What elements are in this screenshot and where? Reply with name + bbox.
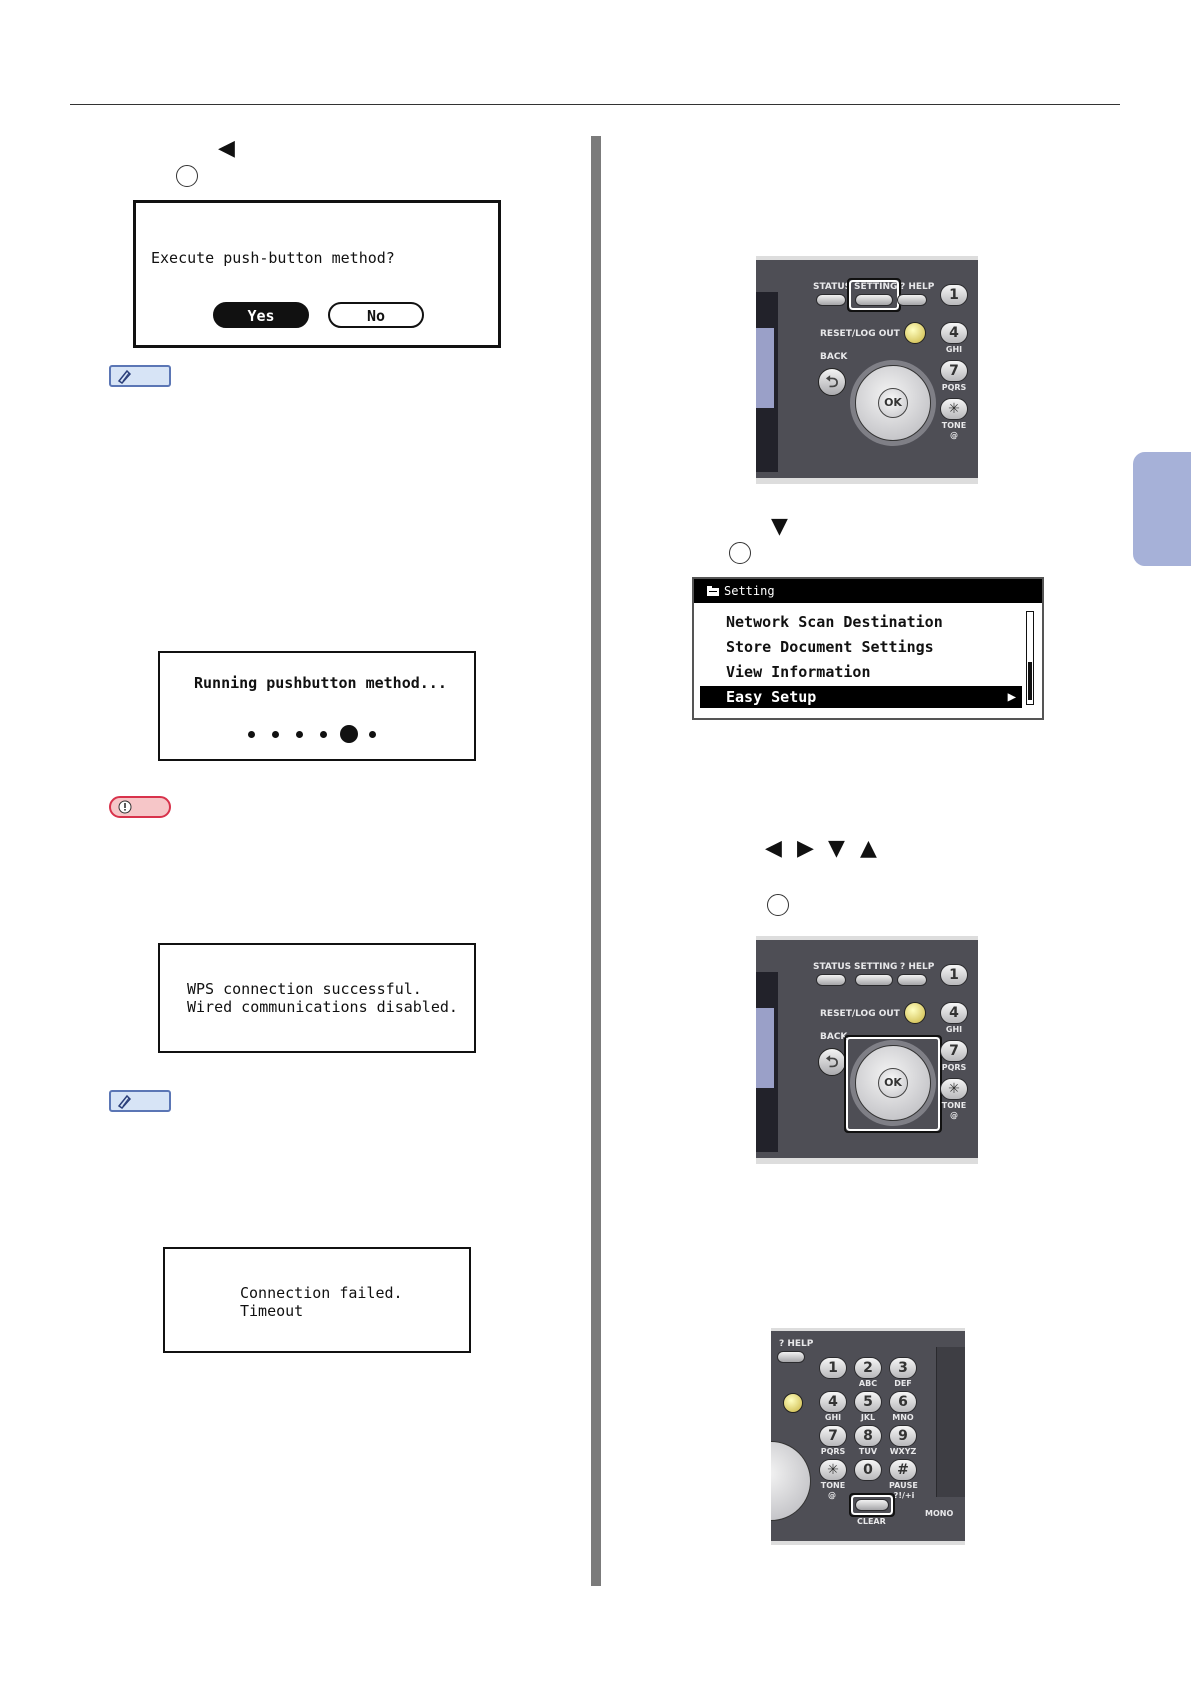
note-icon [109, 796, 171, 818]
control-panel-setting [756, 256, 978, 484]
menu-item-selected[interactable]: Easy Setup ▶ [700, 686, 1022, 708]
memo-icon [109, 365, 171, 387]
wps-confirm-message: Execute push-button method? [151, 249, 395, 267]
pause-sub-label: ?!/+i [893, 1491, 915, 1500]
mono-label: MONO [925, 1509, 954, 1518]
key-7[interactable]: 7 [940, 360, 968, 382]
key-star-sub: TONE [941, 421, 967, 430]
lcd-screen [756, 1008, 774, 1088]
reset-button[interactable] [904, 1002, 926, 1024]
setting-menu-screen [692, 577, 1044, 720]
ok-button-icon [767, 894, 789, 916]
menu-item[interactable]: View Information [726, 663, 871, 681]
failed-line2: Timeout [240, 1302, 304, 1320]
key-2-sub: ABC [858, 1379, 878, 1388]
control-panel-dpad [756, 936, 978, 1164]
key-star-sub2: @ [950, 431, 958, 440]
key-3-sub: DEF [894, 1379, 912, 1388]
key-9-sub: WXYZ [889, 1447, 917, 1456]
key-2[interactable]: 2 [854, 1357, 882, 1379]
arrow-left-icon: ◀ [765, 836, 782, 861]
menu-item[interactable]: Network Scan Destination [726, 613, 943, 631]
key-4-sub: GHI [945, 1025, 963, 1034]
key-10-sub: TONE [820, 1481, 846, 1490]
help-label: ? HELP [900, 962, 935, 972]
arrow-left-icon: ◀ [218, 136, 235, 161]
menu-item[interactable]: Store Document Settings [726, 638, 934, 656]
key-7-sub: PQRS [941, 1063, 967, 1072]
status-button[interactable] [816, 974, 846, 986]
help-button[interactable] [777, 1351, 805, 1363]
key-8[interactable]: 8 [854, 1425, 882, 1447]
chapter-tab [1133, 452, 1191, 566]
key-10[interactable]: ✳ [819, 1459, 847, 1481]
key-star[interactable]: ✳ [940, 398, 968, 420]
progress-dot-active [340, 725, 358, 743]
back-button[interactable]: ⮌ [818, 1048, 846, 1076]
key-7-sub: PQRS [820, 1447, 846, 1456]
ok-button-icon [176, 165, 198, 187]
dpad-highlight [844, 1035, 942, 1133]
setting-menu-title: Setting [694, 579, 1042, 603]
progress-dot [320, 731, 327, 738]
arrow-down-icon: ▼ [771, 514, 788, 539]
progress-dot [248, 731, 255, 738]
ok-button-icon [729, 542, 751, 564]
key-1[interactable]: 1 [940, 964, 968, 986]
success-line2: Wired communications disabled. [187, 998, 458, 1016]
setting-button-highlight [847, 278, 901, 312]
wps-confirm-dialog [133, 200, 501, 348]
help-button[interactable] [897, 974, 927, 986]
status-label: STATUS [813, 282, 852, 292]
reset-button[interactable] [904, 322, 926, 344]
setting-button[interactable] [855, 974, 893, 986]
progress-dot [296, 731, 303, 738]
back-button[interactable]: ⮌ [818, 368, 846, 396]
status-button[interactable] [816, 294, 846, 306]
key-4-sub: GHI [945, 345, 963, 354]
key-star-sub: TONE [941, 1101, 967, 1110]
failed-dialog [163, 1247, 471, 1353]
key-7[interactable]: 7 [940, 1040, 968, 1062]
control-panel-keypad [771, 1328, 965, 1545]
key-5-sub: JKL [860, 1413, 876, 1422]
success-dialog [158, 943, 476, 1053]
help-label: ? HELP [779, 1339, 814, 1349]
key-8-sub: TUV [858, 1447, 878, 1456]
ok-button[interactable]: OK [878, 388, 908, 418]
key-7[interactable]: 7 [819, 1425, 847, 1447]
progress-dot [369, 731, 376, 738]
submenu-arrow-icon: ▶ [1007, 689, 1016, 705]
progress-dot [272, 731, 279, 738]
help-button[interactable] [897, 294, 927, 306]
running-message: Running pushbutton method... [194, 674, 447, 692]
clear-label: CLEAR [857, 1517, 886, 1526]
key-5[interactable]: 5 [854, 1391, 882, 1413]
key-9[interactable]: 9 [889, 1425, 917, 1447]
arrow-up-icon: ▲ [860, 836, 877, 861]
reset-button[interactable] [783, 1393, 803, 1413]
key-3[interactable]: 3 [889, 1357, 917, 1379]
arrow-down-icon: ▼ [828, 836, 845, 861]
key-6[interactable]: 6 [889, 1391, 917, 1413]
key-4-sub: GHI [824, 1413, 842, 1422]
back-label: BACK [820, 1032, 848, 1042]
dpad[interactable] [771, 1441, 811, 1521]
key-7-sub: PQRS [941, 383, 967, 392]
back-label: BACK [820, 352, 848, 362]
setting-folder-icon [706, 585, 720, 597]
key-12[interactable]: # [889, 1459, 917, 1481]
memo-icon [109, 1090, 171, 1112]
scrollbar[interactable] [1026, 611, 1034, 705]
clear-button-highlight [849, 1493, 895, 1517]
key-11[interactable]: 0 [854, 1459, 882, 1481]
lcd-screen [756, 328, 774, 408]
help-label: ? HELP [900, 282, 935, 292]
setting-label: SETTING [854, 282, 898, 292]
yes-button[interactable]: Yes [213, 302, 309, 328]
column-divider [591, 136, 601, 1586]
no-button[interactable]: No [328, 302, 424, 328]
key-1[interactable]: 1 [819, 1357, 847, 1379]
scrollbar-thumb[interactable] [1028, 662, 1032, 700]
key-1[interactable]: 1 [940, 284, 968, 306]
key-6-sub: MNO [892, 1413, 914, 1422]
key-4[interactable]: 4 [940, 1002, 968, 1024]
status-label: STATUS [813, 962, 852, 972]
setting-label: SETTING [854, 962, 898, 972]
key-star[interactable]: ✳ [940, 1078, 968, 1100]
key-4[interactable]: 4 [819, 1391, 847, 1413]
header-rule [70, 104, 1120, 105]
failed-line1: Connection failed. [240, 1284, 403, 1302]
ok-button[interactable]: OK [878, 1068, 908, 1098]
success-line1: WPS connection successful. [187, 980, 422, 998]
running-dialog [158, 651, 476, 761]
arrow-right-icon: ▶ [797, 836, 814, 861]
reset-label: RESET/LOG OUT [820, 329, 900, 339]
key-12-sub: PAUSE [889, 1481, 918, 1490]
reset-label: RESET/LOG OUT [820, 1009, 900, 1019]
tone-at-label: @ [828, 1491, 836, 1500]
key-star-sub2: @ [950, 1111, 958, 1120]
key-4[interactable]: 4 [940, 322, 968, 344]
